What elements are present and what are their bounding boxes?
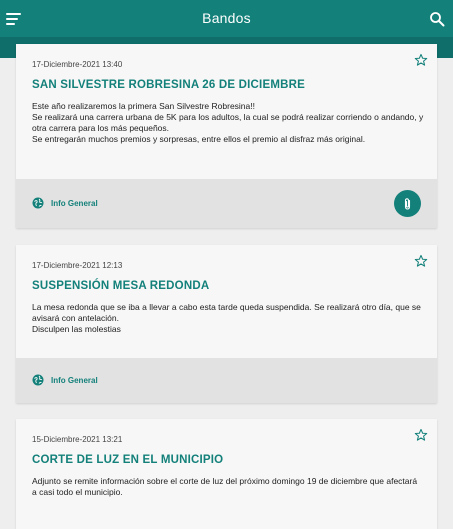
card-title: SAN SILVESTRE ROBRESINA 26 DE DICIEMBRE: [32, 79, 305, 91]
globe-icon: [32, 197, 44, 209]
card-footer: [16, 179, 437, 228]
card-title: CORTE DE LUZ EN EL MUNICIPIO: [32, 454, 224, 466]
card-body: La mesa redonda que se iba a llevar a cabo esta tarde queda suspendida. Se realizará otro día, que se avisará con antelación. Disculpen las molestias: [32, 302, 421, 334]
globe-icon: [32, 374, 44, 386]
paperclip-icon: [401, 197, 415, 211]
bando-card[interactable]: [16, 44, 437, 228]
card-date: 15-Diciembre-2021 13:21: [32, 435, 123, 444]
card-title: SUSPENSIÓN MESA REDONDA: [32, 280, 210, 292]
star-icon[interactable]: [414, 53, 428, 67]
attachment-button[interactable]: [394, 190, 421, 217]
bando-card[interactable]: [16, 245, 437, 403]
page-title: Bandos: [202, 10, 251, 26]
star-icon[interactable]: [414, 428, 428, 442]
card-date: 17-Diciembre-2021 13:40: [32, 60, 123, 69]
star-icon[interactable]: [414, 254, 428, 268]
bando-card[interactable]: [16, 419, 437, 529]
card-footer: [16, 358, 437, 403]
search-icon[interactable]: [429, 11, 445, 27]
card-date: 17-Diciembre-2021 12:13: [32, 261, 123, 270]
card-body: Este año realizaremos la primera San Silvestre Robresina!! Se realizará una carrera urbana de 5K para los adultos, la cual se podrá realizar corriendo o andando, y otra carrera para los más pequeños. Se entregarán muchos premios y sorpresas, entre ellos el premio al disfraz más original.: [32, 101, 424, 144]
category-label: Info General: [51, 376, 98, 385]
category-label: Info General: [51, 199, 98, 208]
card-body: Adjunto se remite información sobre el corte de luz del próximo domingo 19 de diciembre que afectará a casi todo el municipio.: [32, 476, 418, 497]
